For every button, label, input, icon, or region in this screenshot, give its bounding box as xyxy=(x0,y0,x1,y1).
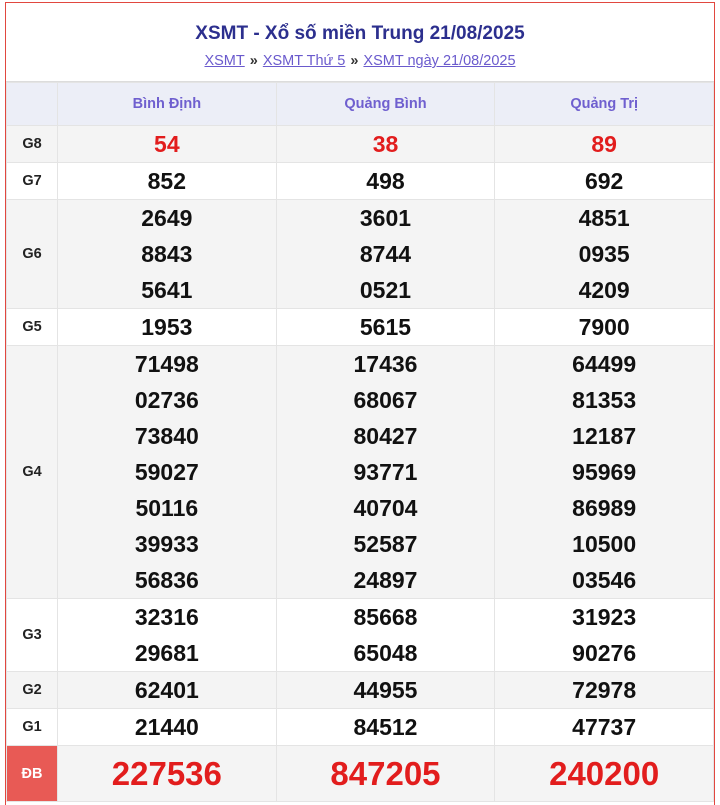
result-number: 227536 xyxy=(111,754,222,792)
result-number: 2649 xyxy=(141,205,193,231)
result-number: 59027 xyxy=(134,459,199,485)
province-header: Quảng Bình xyxy=(276,83,495,126)
result-number: 84512 xyxy=(353,714,418,740)
result-cell xyxy=(495,599,714,672)
result-number: 0935 xyxy=(578,241,630,267)
result-number: 02736 xyxy=(134,387,199,413)
breadcrumb-link-xsmt[interactable]: XSMT xyxy=(204,53,245,69)
result-number: 31923 xyxy=(572,604,637,630)
result-number: 68067 xyxy=(353,387,418,413)
result-number: 692 xyxy=(584,168,624,194)
result-number: 12187 xyxy=(572,423,637,449)
result-number: 4851 xyxy=(578,205,630,231)
result-cell xyxy=(495,163,714,200)
result-cell xyxy=(276,200,495,309)
result-number: 52587 xyxy=(353,531,418,557)
results-table xyxy=(6,82,714,802)
result-cell xyxy=(495,746,714,802)
result-number: 03546 xyxy=(572,567,637,593)
prize-label: G4 xyxy=(7,346,58,599)
result-number: 38 xyxy=(372,131,399,157)
result-cell xyxy=(58,200,277,309)
result-number: 852 xyxy=(147,168,187,194)
result-number: 8744 xyxy=(359,241,412,267)
prize-row xyxy=(7,200,714,309)
result-cell xyxy=(276,672,495,709)
prize-label: G7 xyxy=(7,163,58,200)
prize-label: G2 xyxy=(7,672,58,709)
page-title: XSMT - Xổ số miền Trung 21/08/2025 xyxy=(195,23,525,44)
prize-label: G5 xyxy=(7,309,58,346)
prize-row xyxy=(7,346,714,599)
prize-row xyxy=(7,672,714,709)
province-header: Quảng Trị xyxy=(495,83,714,126)
result-number: 62401 xyxy=(134,677,199,703)
result-number: 4209 xyxy=(578,277,630,303)
result-number: 7900 xyxy=(578,314,630,340)
result-number: 95969 xyxy=(572,459,637,485)
result-cell xyxy=(58,126,277,163)
result-cell xyxy=(58,672,277,709)
prize-label: G6 xyxy=(7,200,58,309)
result-number: 10500 xyxy=(572,531,637,557)
prize-row xyxy=(7,163,714,200)
breadcrumb-link-date[interactable]: XSMT ngày 21/08/2025 xyxy=(363,53,516,69)
result-number: 80427 xyxy=(353,423,418,449)
result-cell xyxy=(495,309,714,346)
result-cell xyxy=(495,126,714,163)
result-number: 3601 xyxy=(359,205,412,231)
result-number: 5615 xyxy=(359,314,412,340)
result-number: 8843 xyxy=(141,241,193,267)
prize-row xyxy=(7,746,714,802)
result-number: 847205 xyxy=(330,754,441,792)
result-number: 93771 xyxy=(353,459,418,485)
prize-label: G8 xyxy=(7,126,58,163)
result-cell xyxy=(495,200,714,309)
result-number: 21440 xyxy=(134,714,199,740)
result-number: 29681 xyxy=(134,640,199,666)
breadcrumb-separator: » xyxy=(249,53,258,69)
results-header xyxy=(6,3,714,82)
result-cell xyxy=(276,126,495,163)
result-number: 50116 xyxy=(135,495,199,521)
results-panel xyxy=(5,2,715,805)
breadcrumb-link-weekday[interactable]: XSMT Thứ 5 xyxy=(262,53,346,69)
result-number: 81353 xyxy=(572,387,637,413)
result-cell xyxy=(276,746,495,802)
breadcrumb xyxy=(6,52,714,70)
result-number: 1953 xyxy=(141,314,193,340)
prize-row xyxy=(7,709,714,746)
result-number: 56836 xyxy=(134,567,199,593)
result-cell xyxy=(276,346,495,599)
result-number: 72978 xyxy=(572,677,637,703)
result-number: 44955 xyxy=(353,677,418,703)
result-cell xyxy=(58,709,277,746)
prize-label: ĐB xyxy=(7,746,58,802)
result-cell xyxy=(276,163,495,200)
result-number: 24897 xyxy=(353,567,418,593)
result-cell xyxy=(276,309,495,346)
result-number: 73840 xyxy=(134,423,199,449)
province-header: Bình Định xyxy=(58,83,277,126)
result-cell xyxy=(495,709,714,746)
corner-cell xyxy=(7,83,58,126)
prize-row xyxy=(7,126,714,163)
result-number: 54 xyxy=(154,131,180,157)
results-body xyxy=(7,126,714,802)
result-cell xyxy=(276,709,495,746)
result-number: 86989 xyxy=(572,495,637,521)
prize-row xyxy=(7,599,714,672)
result-cell xyxy=(276,599,495,672)
result-number: 498 xyxy=(366,168,405,194)
result-cell xyxy=(58,746,277,802)
result-cell xyxy=(495,346,714,599)
breadcrumb-separator: » xyxy=(350,53,359,69)
result-cell xyxy=(58,599,277,672)
result-cell xyxy=(58,346,277,599)
result-cell xyxy=(58,309,277,346)
result-number: 64499 xyxy=(572,351,637,377)
result-number: 89 xyxy=(591,131,617,157)
result-number: 17436 xyxy=(353,351,418,377)
result-number: 71498 xyxy=(134,351,199,377)
result-number: 90276 xyxy=(572,640,637,666)
prize-label: G3 xyxy=(7,599,58,672)
result-number: 39933 xyxy=(134,531,199,557)
result-number: 47737 xyxy=(572,714,637,740)
result-cell xyxy=(58,163,277,200)
result-number: 32316 xyxy=(134,604,199,630)
result-number: 5641 xyxy=(141,277,193,303)
result-number: 0521 xyxy=(359,277,412,303)
result-number: 65048 xyxy=(353,640,418,666)
prize-row xyxy=(7,309,714,346)
result-number: 85668 xyxy=(353,604,418,630)
result-cell xyxy=(495,672,714,709)
result-number: 240200 xyxy=(549,754,660,792)
prize-label: G1 xyxy=(7,709,58,746)
result-number: 40704 xyxy=(353,495,418,521)
table-header-row xyxy=(7,83,714,126)
